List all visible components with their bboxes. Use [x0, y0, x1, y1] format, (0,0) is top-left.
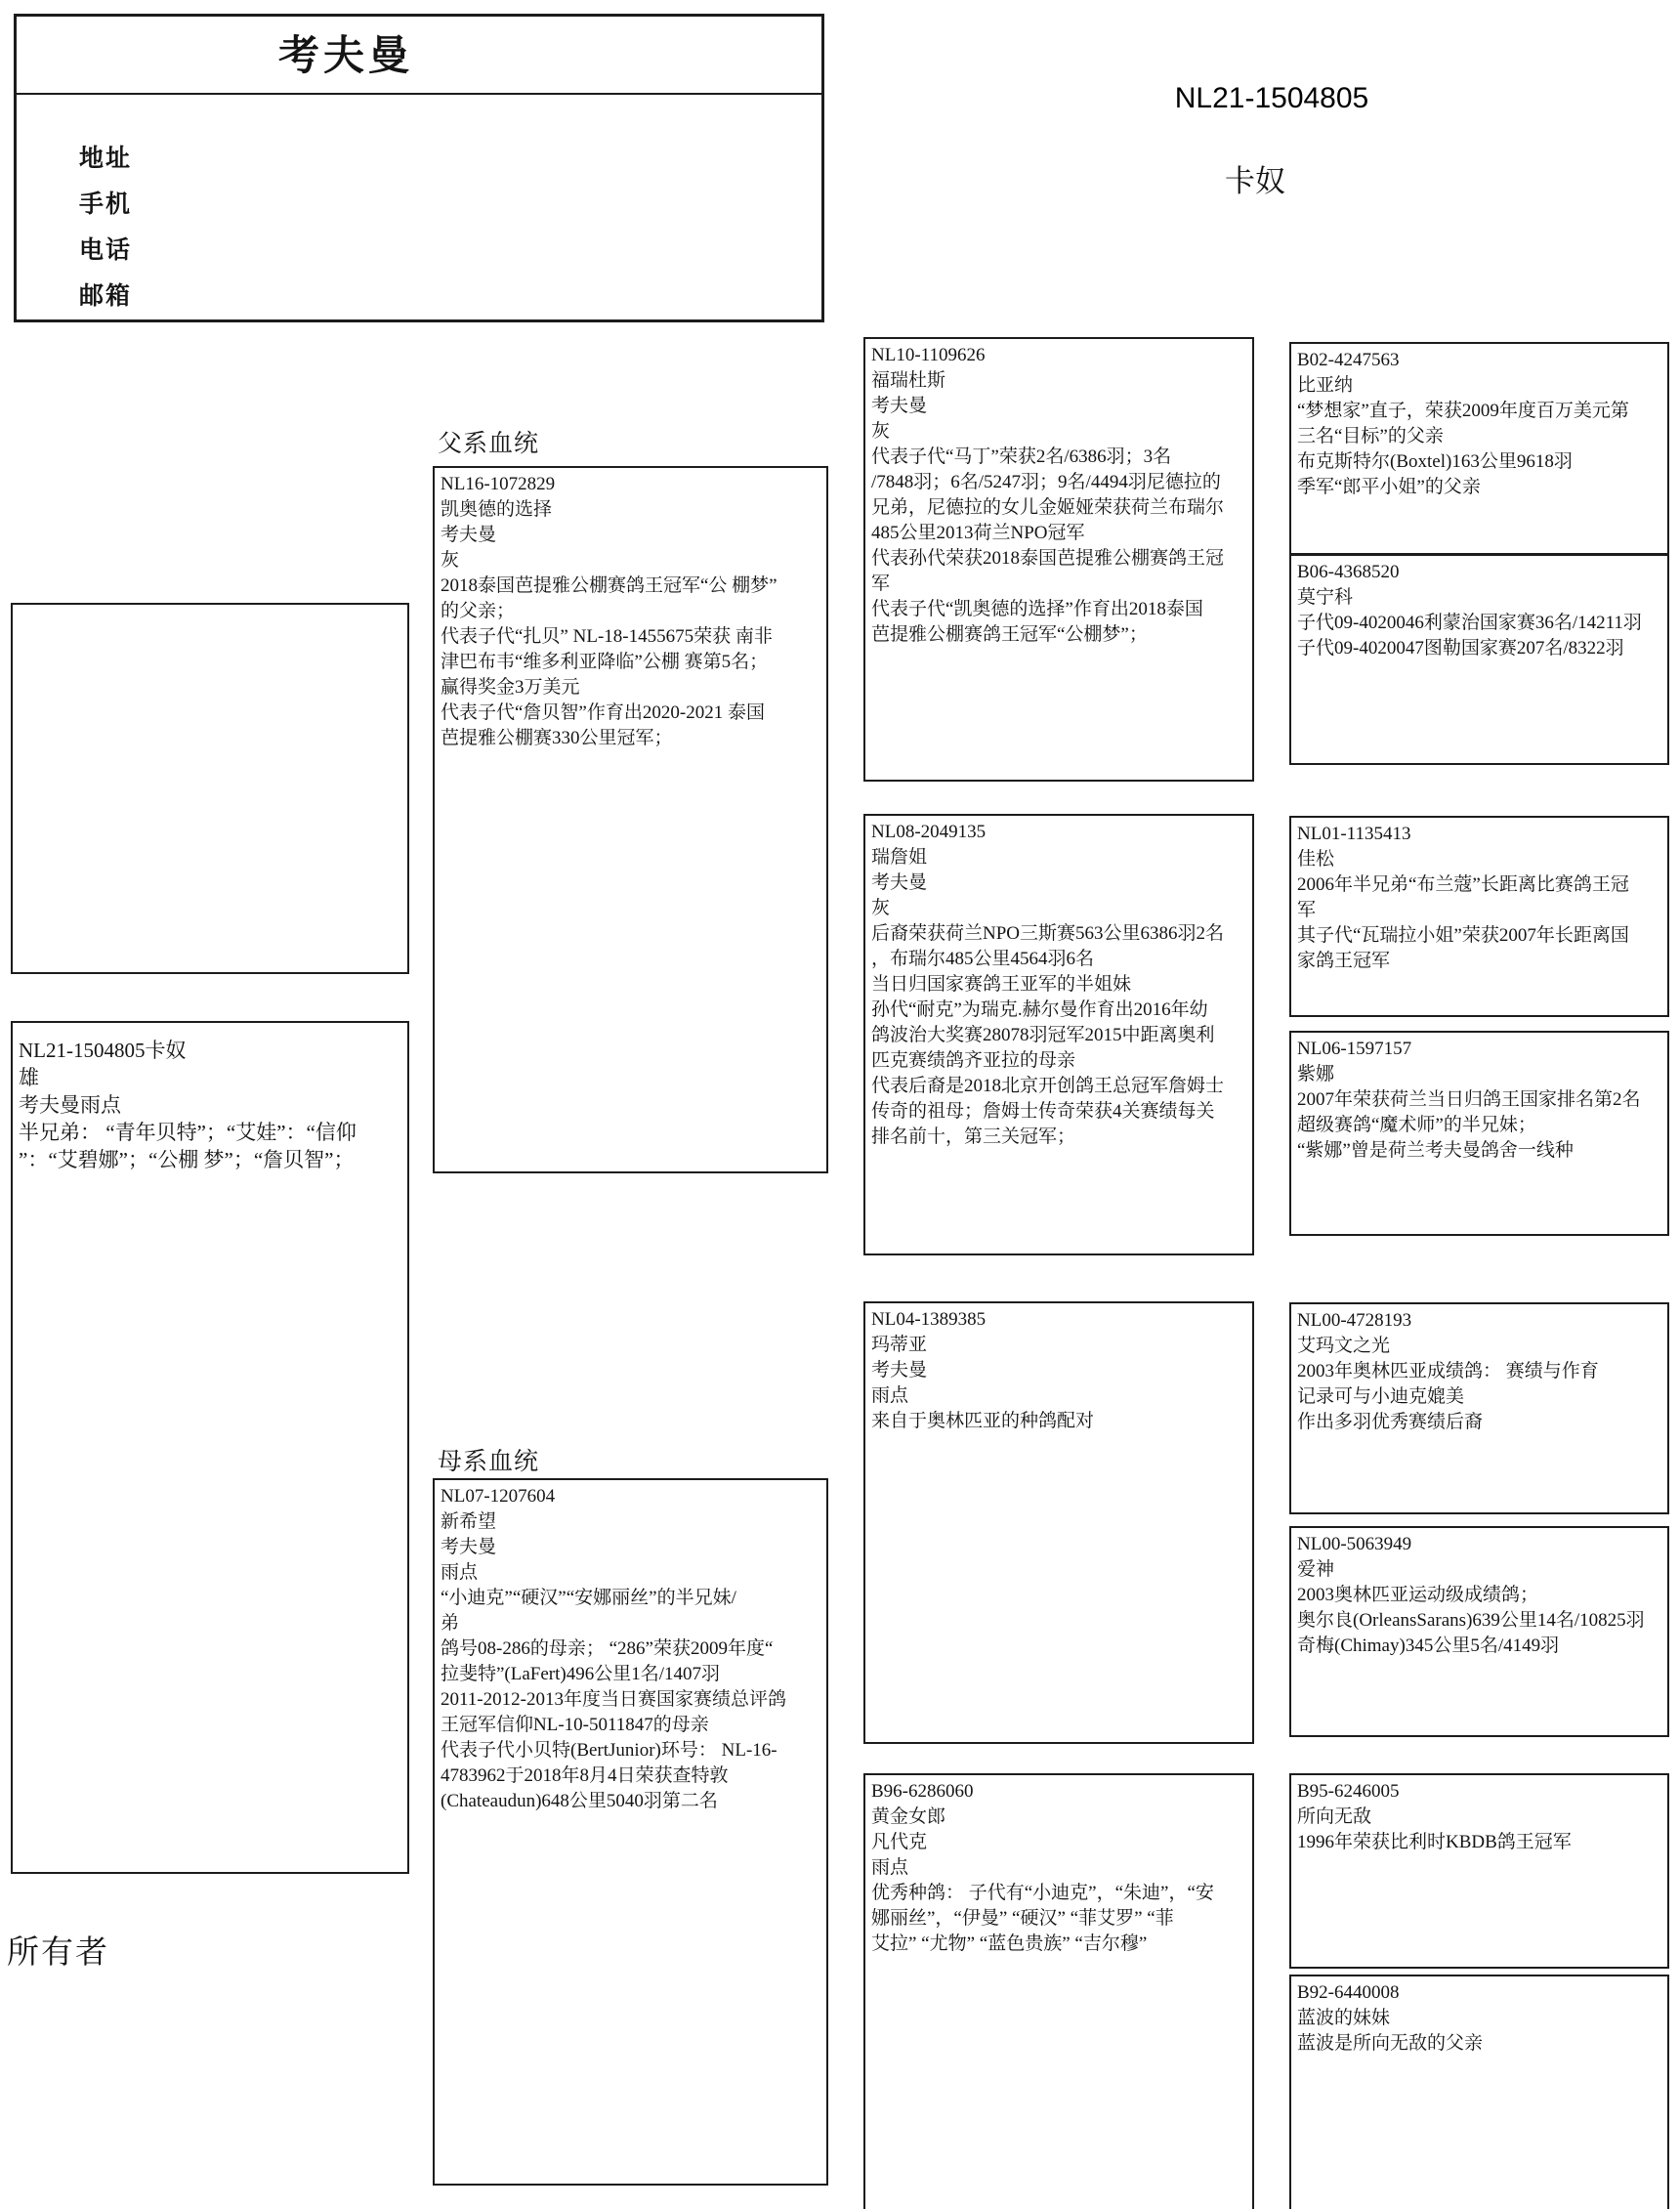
text-line: 考夫曼	[871, 872, 928, 893]
text-line: B02-4247563	[1297, 350, 1400, 370]
text-line: 新希望	[441, 1511, 497, 1532]
text-line: NL06-1597157	[1297, 1039, 1412, 1059]
text-line: 鸽号08-286的母亲； “286”荣获2009年度“	[441, 1638, 774, 1659]
text-line: 灰	[871, 421, 891, 442]
text-line: NL10-1109626	[871, 345, 986, 365]
subject-info-box	[11, 1021, 409, 1874]
text-line: 灰	[871, 898, 891, 918]
text-line: 雄	[19, 1066, 39, 1089]
box-b06-4368520	[1289, 554, 1669, 765]
text-line: 凯奥德的选择	[441, 499, 553, 520]
loft-title: 考夫曼	[17, 17, 821, 95]
text-line: (Chateaudun)648公里5040羽第二名	[441, 1791, 718, 1811]
contact-field-address: 地址	[79, 146, 133, 172]
text-line: 雨点	[441, 1562, 479, 1583]
text-line: 其子代“瓦瑞拉小姐”荣获2007年长距离国	[1297, 925, 1629, 946]
text-line: 2003年奥林匹亚成绩鸽： 赛绩与作育	[1297, 1361, 1599, 1381]
text-line: NL00-5063949	[1297, 1534, 1412, 1554]
text-line: 津巴布韦“维多利亚降临”公棚 赛第5名；	[441, 652, 769, 672]
text-line: 佳松	[1297, 849, 1335, 870]
text-line: 季军“郎平小姐”的父亲	[1297, 477, 1481, 497]
text-line: 2007年荣获荷兰当日归鸽王国家排名第2名	[1297, 1089, 1641, 1110]
text-line: B95-6246005	[1297, 1781, 1400, 1802]
text-line: 布克斯特尔(Boxtel)163公里9618羽	[1297, 451, 1573, 472]
text-line: 代表子代小贝特(BertJunior)环号： NL-16-	[441, 1740, 777, 1761]
text-line: 2018泰国芭提雅公棚赛鸽王冠军“公 棚梦”	[441, 575, 777, 596]
text-line: 代表子代“凯奥德的选择”作育出2018泰国	[871, 599, 1203, 619]
bird-name: 卡奴	[1225, 164, 1285, 198]
text-line: 代表孙代荣获2018泰国芭提雅公棚赛鸽王冠	[871, 548, 1225, 569]
text-line: 赢得奖金3万美元	[441, 677, 580, 698]
box-nl00-4728193	[1289, 1302, 1669, 1514]
text-line: NL01-1135413	[1297, 824, 1411, 844]
text-line: 蓝波的妹妹	[1297, 2008, 1391, 2028]
text-line: 超级赛鸽“魔术师”的半兄妹；	[1297, 1115, 1536, 1135]
text-line: NL04-1389385	[871, 1309, 987, 1330]
text-line: 凡代克	[871, 1832, 928, 1852]
loft-contact-fields	[17, 95, 821, 319]
text-line: 拉斐特”(LaFert)496公里1名/1407羽	[441, 1664, 721, 1684]
box-sire-dam-nl08-2049135	[863, 814, 1254, 1255]
text-line: 后裔荣获荷兰NPO三斯赛563公里6386羽2名	[871, 923, 1225, 944]
text-line: 军	[871, 573, 891, 594]
text-line: 玛蒂亚	[871, 1335, 928, 1355]
box-dam-dam-b96-6286060	[863, 1773, 1254, 2209]
text-line: 传奇的祖母；詹姆士传奇荣获4关赛绩每关	[871, 1101, 1215, 1122]
text-line: 的父亲；	[441, 601, 516, 621]
box-nl00-5063949	[1289, 1526, 1669, 1737]
text-line: 雨点	[871, 1857, 909, 1878]
text-line: 家鸽王冠军	[1297, 951, 1391, 971]
text-line: 子代09-4020047图勒国家赛207名/8322羽	[1297, 638, 1624, 658]
text-line: B96-6286060	[871, 1781, 974, 1802]
text-line: 排名前十，第三关冠军；	[871, 1126, 1076, 1147]
text-line: 黄金女郎	[871, 1806, 946, 1827]
box-b02-4247563	[1289, 342, 1669, 555]
text-line: 考夫曼	[441, 525, 497, 545]
text-line: 艾拉” “尤物” “蓝色贵族” “吉尔穆”	[871, 1933, 1148, 1954]
text-line: 代表子代“马丁”荣获2名/6386羽；3名	[871, 446, 1172, 467]
box-nl06-1597157	[1289, 1031, 1669, 1236]
text-line: 所向无敌	[1297, 1806, 1372, 1827]
text-line: /7848羽；6名/5247羽；9名/4494羽尼德拉的	[871, 472, 1221, 492]
loft-card	[14, 14, 824, 322]
box-sire-nl16-1072829	[433, 466, 828, 1173]
text-line: 2011-2012-2013年度当日赛国家赛绩总评鸽	[441, 1689, 786, 1710]
text-line: 匹克赛绩鸽齐亚拉的母亲	[871, 1050, 1076, 1071]
text-line: 来自于奥林匹亚的种鸽配对	[871, 1411, 1095, 1431]
text-line: 奥尔良(OrleansSarans)639公里14名/10825羽	[1297, 1610, 1645, 1631]
box-dam-sire-nl04-1389385	[863, 1301, 1254, 1744]
text-line: NL08-2049135	[871, 822, 987, 842]
text-line: 雨点	[871, 1385, 909, 1406]
text-line: 4783962于2018年8月4日荣获查特敦	[441, 1765, 729, 1786]
text-line: 王冠军信仰NL-10-5011847的母亲	[441, 1715, 709, 1735]
label-paternal-bloodline: 父系血统	[438, 431, 540, 457]
text-line: 考夫曼	[441, 1537, 497, 1557]
text-line: 灰	[441, 550, 460, 571]
photo-placeholder-box	[11, 603, 409, 974]
text-line: 1996年荣获比利时KBDB鸽王冠军	[1297, 1832, 1572, 1852]
text-line: 弟	[441, 1613, 460, 1634]
text-line: 福瑞杜斯	[871, 370, 946, 391]
ring-number: NL21-1504805	[1174, 82, 1369, 114]
text-line: 考夫曼	[871, 1360, 928, 1381]
text-line: 紫娜	[1297, 1064, 1335, 1084]
text-line: B06-4368520	[1297, 562, 1400, 582]
text-line: ”：“艾碧娜”；“公棚 梦”；“詹贝智”；	[19, 1148, 355, 1171]
text-line: NL07-1207604	[441, 1486, 556, 1507]
box-sire-sire-nl10-1109626	[863, 337, 1254, 782]
box-dam-nl07-1207604	[433, 1478, 828, 2186]
contact-field-phone: 电话	[79, 237, 133, 264]
text-line: 代表后裔是2018北京开创鸽王总冠军詹姆士	[871, 1076, 1225, 1096]
text-line: NL16-1072829	[441, 474, 556, 494]
text-line: B92-6440008	[1297, 1982, 1400, 2003]
text-line: 三名“目标”的父亲	[1297, 426, 1444, 446]
text-line: 奇梅(Chimay)345公里5名/4149羽	[1297, 1636, 1560, 1656]
contact-field-email: 邮箱	[79, 283, 133, 310]
text-line: 半兄弟： “青年贝特”；“艾娃”：“信仰	[19, 1121, 357, 1144]
text-line: 当日归国家赛鸽王亚军的半姐妹	[871, 974, 1132, 995]
text-line: 瑞詹姐	[871, 847, 928, 868]
text-line: 优秀种鸽： 子代有“小迪克”，“朱迪”，“安	[871, 1883, 1214, 1903]
text-line: 考夫曼	[871, 396, 928, 416]
owner-label: 所有者	[7, 1935, 109, 1971]
label-maternal-bloodline: 母系血统	[438, 1449, 540, 1475]
box-b92-6440008	[1289, 1975, 1669, 2209]
text-line: 兄弟，尼德拉的女儿金姬娅荣获荷兰布瑞尔	[871, 497, 1225, 518]
text-line: “小迪克”“硬汉”“安娜丽丝”的半兄妹/	[441, 1588, 736, 1608]
text-line: 485公里2013荷兰NPO冠军	[871, 523, 1085, 543]
text-line: 比亚纳	[1297, 375, 1354, 396]
text-line: 作出多羽优秀赛绩后裔	[1297, 1412, 1484, 1432]
text-line: 记录可与小迪克媲美	[1297, 1386, 1465, 1407]
text-line: NL21-1504805卡奴	[19, 1039, 187, 1062]
text-line: 芭提雅公棚赛鸽王冠军“公棚梦”；	[871, 624, 1148, 645]
text-line: 考夫曼雨点	[19, 1093, 121, 1117]
text-line: ，布瑞尔485公里4564羽6名	[871, 949, 1095, 969]
text-line: “梦想家”直子，荣获2009年度百万美元第	[1297, 401, 1629, 421]
text-line: 鸽波治大奖赛28078羽冠军2015中距离奥利	[871, 1025, 1215, 1045]
contact-field-mobile: 手机	[79, 191, 133, 218]
text-line: 2003奥林匹亚运动级成绩鸽；	[1297, 1585, 1539, 1605]
box-nl01-1135413	[1289, 816, 1669, 1017]
text-line: 娜丽丝”，“伊曼” “硬汉” “菲艾罗” “菲	[871, 1908, 1174, 1929]
text-line: 蓝波是所向无敌的父亲	[1297, 2033, 1484, 2054]
text-line: 孙代“耐克”为瑞克.赫尔曼作育出2016年幼	[871, 999, 1208, 1020]
text-line: 军	[1297, 900, 1317, 920]
text-line: 爱神	[1297, 1559, 1335, 1580]
text-line: 代表子代“詹贝智”作育出2020-2021 泰国	[441, 702, 765, 723]
text-line: 芭提雅公棚赛330公里冠军；	[441, 728, 673, 748]
text-line: NL00-4728193	[1297, 1310, 1412, 1331]
text-line: 2006年半兄弟“布兰蔻”长距离比赛鸽王冠	[1297, 874, 1629, 895]
box-b95-6246005	[1289, 1773, 1669, 1969]
text-line: 子代09-4020046利蒙治国家赛36名/14211羽	[1297, 613, 1642, 633]
text-line: 莫宁科	[1297, 587, 1354, 608]
text-line: 代表子代“扎贝” NL-18-1455675荣获 南非	[441, 626, 773, 647]
text-line: 艾玛文之光	[1297, 1336, 1391, 1356]
text-line: “紫娜”曾是荷兰考夫曼鸽舍一线种	[1297, 1140, 1574, 1161]
